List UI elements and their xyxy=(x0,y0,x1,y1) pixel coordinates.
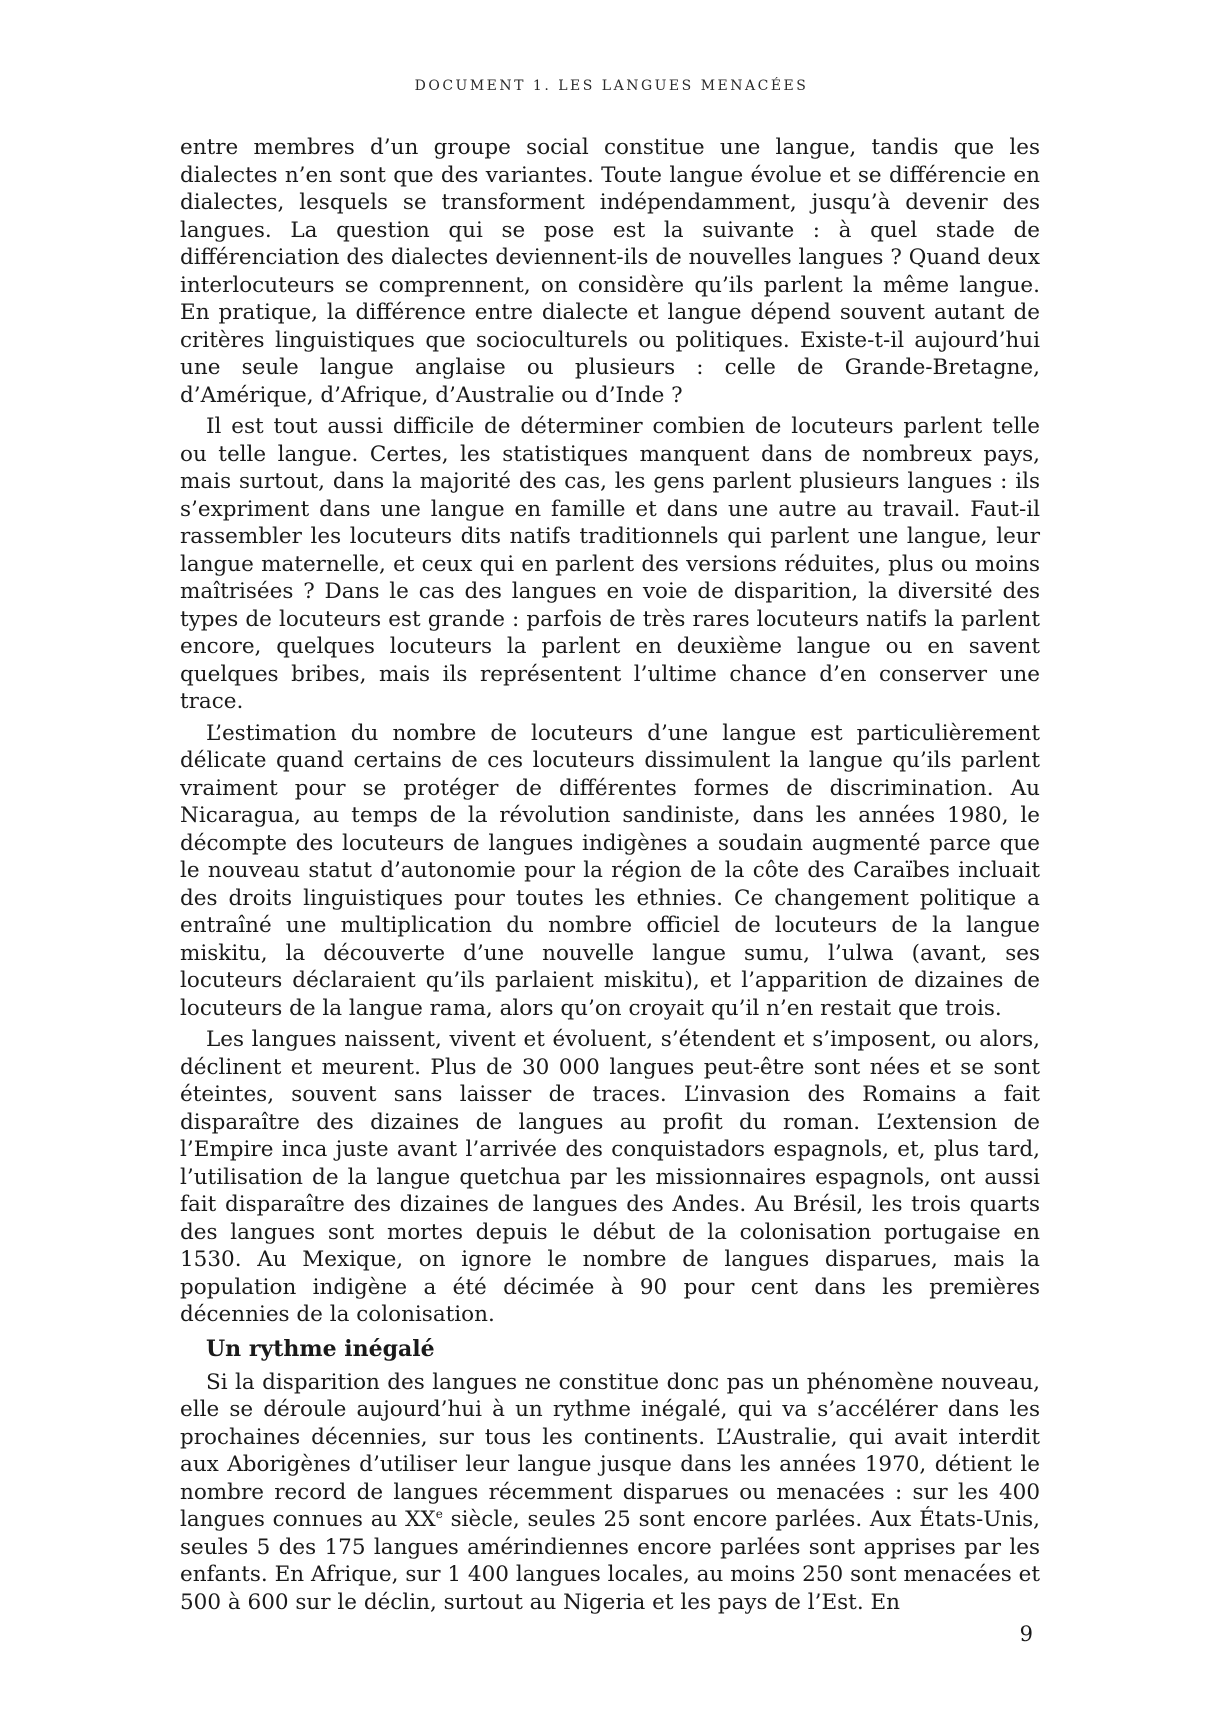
century-superscript: e xyxy=(435,1507,443,1521)
paragraph-3: L’estimation du nombre de locuteurs d’une langue est particulièrement délicate quand certains de ces locuteurs dissimulent la langue qu’ils parlent vraiment pour se protéger de différentes formes de discrimination. Au Nicaragua, au temps de la révolution sandiniste, dans les années 1980, le décompte des locuteurs de langues indigènes a soudain augmenté parce que le nouveau statut d’autonomie pour la région de la côte des Caraïbes incluait des droits linguistiques pour toutes les ethnies. Ce changement politique a entraîné une multiplication du nombre officiel de locuteurs de la langue miskitu, la découverte d’une nouvelle langue sumu, l’ulwa (avant, ses locuteurs déclaraient qu’ils parlaient miskitu), et l’apparition de dizaines de locuteurs de la langue rama, alors qu’on croyait qu’il n’en restait que trois. xyxy=(180,720,1040,1021)
paragraph-5-part-1: Si la disparition des langues ne constitue donc pas un phénomène nouveau, elle se déroule aujourd’hui à un rythme inégalé, qui va s’accélérer dans les prochaines décennies, sur tous les continents. L’Australie, qui avait interdit aux Aborigènes d’utiliser leur langue jusque dans les années 1970, détient le nombre record de langues récemment disparues ou menacées : sur les 400 langues connues au XX xyxy=(180,1369,1040,1532)
paragraph-1: entre membres d’un groupe social constitue une langue, tandis que les dialectes n’en sont que des variantes. Toute langue évolue et se différencie en dialectes, lesquels se transforment indépendamment, jusqu’à devenir des langues. La question qui se pose est la suivante : à quel stade de différenciation des dialectes deviennent-ils de nouvelles langues ? Quand deux interlocuteurs se comprennent, on considère qu’ils parlent la même langue. En pratique, la différence entre dialecte et langue dépend souvent autant de critères linguistiques que socioculturels ou politiques. Existe-t-il aujourd’hui une seule langue anglaise ou plusieurs : celle de Grande-Bretagne, d’Amérique, d’Afrique, d’Australie ou d’Inde ? xyxy=(180,135,1040,408)
paragraph-5-part-2: siècle, seules 25 sont encore parlées. Aux États-Unis, seules 5 des 175 langues amérindiennes encore parlées sont apprises par les enfants. En Afrique, sur 1 400 langues locales, au moins 250 sont menacées et 500 à 600 sur le déclin, surtout au Nigeria et les pays de l’Est. En xyxy=(180,1507,1040,1615)
running-head: DOCUMENT 1. LES LANGUES MENACÉES xyxy=(414,78,809,94)
paragraph-5 xyxy=(180,1369,1040,1617)
paragraph-2: Il est tout aussi difficile de déterminer combien de locuteurs parlent telle ou telle langue. Certes, les statistiques manquent dans de nombreux pays, mais surtout, dans la majorité des cas, les gens parlent plusieurs langues : ils s’expriment dans une langue en famille et dans une autre au travail. Faut-il rassembler les locuteurs dits natifs traditionnels qui parlent une langue, leur langue maternelle, et ceux qui en parlent des versions réduites, plus ou moins maîtrisées ? Dans le cas des langues en voie de disparition, la diversité des types de locuteurs est grande : parfois de très rares locuteurs natifs la parlent encore, quelques locuteurs la parlent en deuxième langue ou en savent quelques bribes, mais ils représentent l’ultime chance d’en conserver une trace. xyxy=(180,414,1040,714)
body-text xyxy=(180,134,1040,1620)
page-number: 9 xyxy=(1019,1622,1033,1646)
paragraph-4: Les langues naissent, vivent et évoluent, s’étendent et s’imposent, ou alors, déclinent et meurent. Plus de 30 000 langues peut-être sont nées et se sont éteintes, souvent sans laisser de traces. L’invasion des Romains a fait disparaître des dizaines de langues au profit du roman. L’extension de l’Empire inca juste avant l’arrivée des conquistadors espagnols, et, plus tard, l’utilisation de la langue quetchua par les missionnaires espagnols, ont aussi fait disparaître des dizaines de langues des Andes. Au Brésil, les trois quarts des langues sont mortes depuis le début de la colonisation portugaise en 1530. Au Mexique, on ignore le nombre de langues disparues, mais la population indigène a été décimée à 90 pour cent dans les premières décennies de la colonisation. xyxy=(180,1027,1040,1327)
section-heading: Un rythme inégalé xyxy=(206,1335,435,1362)
